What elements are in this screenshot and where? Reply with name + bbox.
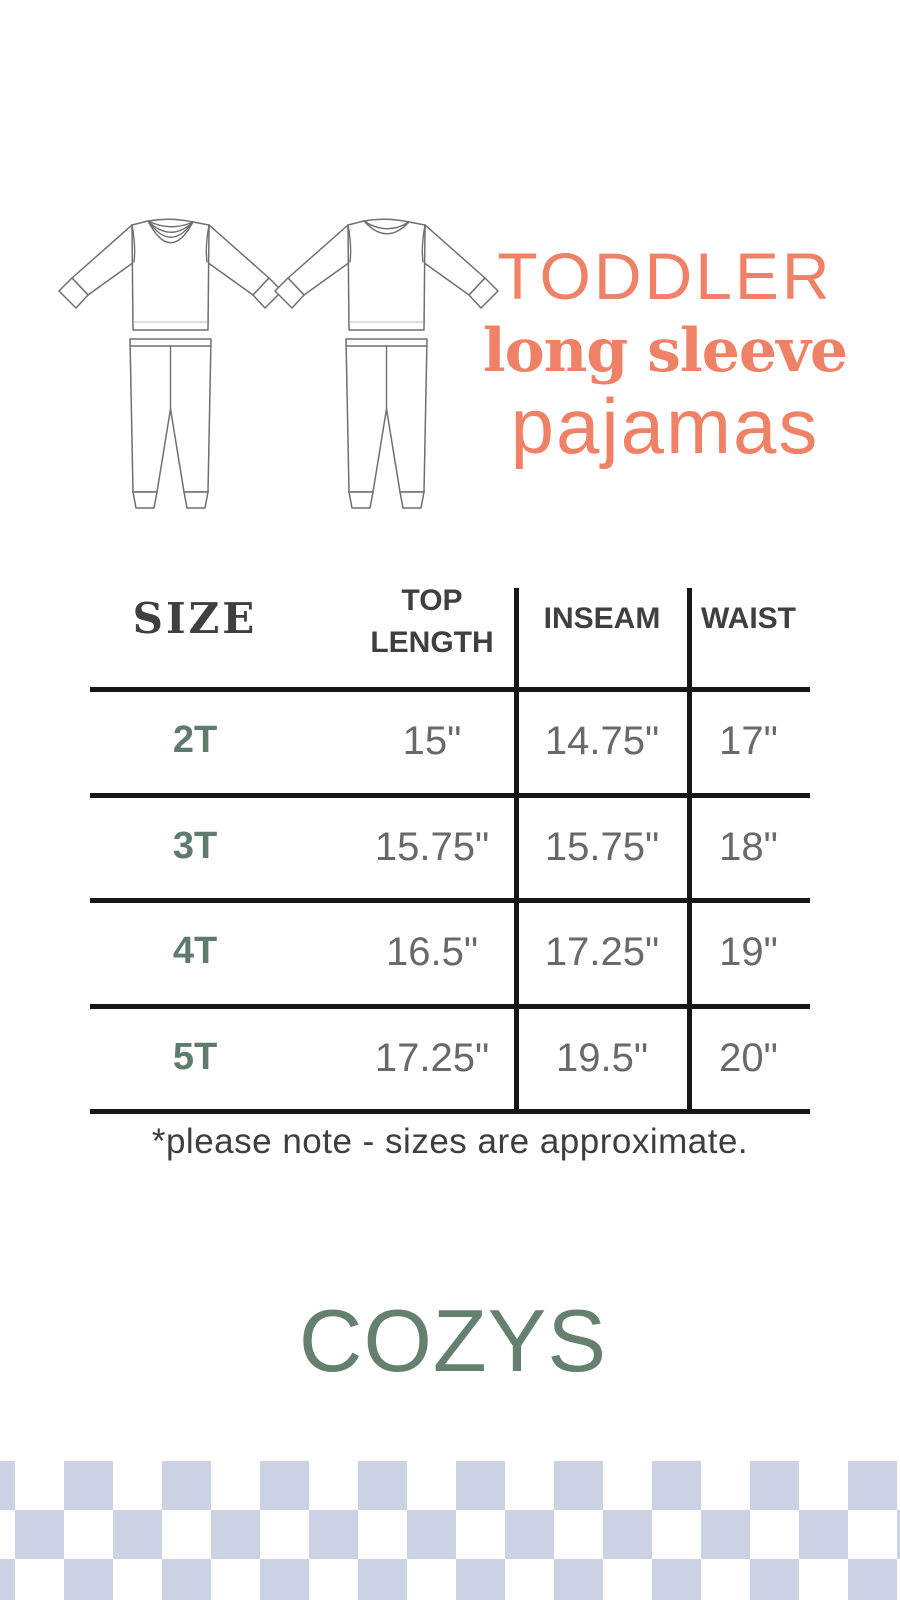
- size-label: 4T: [172, 930, 218, 972]
- sizes-approximate-note: *please note - sizes are approximate.: [151, 1122, 749, 1161]
- top-length-value: 16.5": [385, 930, 479, 974]
- inseam-value: 14.75": [544, 719, 660, 763]
- waist-value: 18": [719, 825, 778, 869]
- pajama-front-illustration: [59, 219, 282, 508]
- waist-value: 17": [719, 719, 778, 763]
- column-header-size: SIZE: [132, 594, 258, 643]
- size-label: 5T: [172, 1036, 218, 1078]
- column-header-waist: WAIST: [701, 602, 796, 635]
- size-label: 3T: [172, 825, 218, 867]
- inseam-value: 17.25": [544, 930, 660, 974]
- pajama-back-illustration: [275, 219, 498, 508]
- top-length-value: 15": [402, 719, 462, 763]
- checkerboard-footer-pattern: [0, 1461, 900, 1600]
- waist-value: 19": [719, 930, 778, 974]
- title-line-toddler: TODDLER: [497, 239, 833, 313]
- title-line-long-sleeve: long sleeve: [482, 315, 848, 386]
- table-horizontal-line: [90, 1004, 810, 1009]
- top-length-value: 17.25": [374, 1036, 490, 1080]
- brand-name: COZYS: [298, 1291, 608, 1390]
- size-label: 2T: [172, 719, 218, 761]
- title-block: [470, 239, 860, 470]
- table-horizontal-line: [90, 898, 810, 903]
- table-horizontal-line: [90, 1109, 810, 1114]
- column-header-top-length: TOP LENGTH: [370, 584, 494, 659]
- table-horizontal-line: [90, 687, 810, 692]
- column-header-inseam: INSEAM: [543, 602, 661, 635]
- table-horizontal-line: [90, 793, 810, 798]
- title-line-pajamas: pajamas: [510, 381, 820, 470]
- top-length-value: 15.75": [374, 825, 490, 869]
- waist-value: 20": [719, 1036, 778, 1080]
- pajama-illustrations: [48, 202, 508, 512]
- inseam-value: 15.75": [544, 825, 660, 869]
- inseam-value: 19.5": [555, 1036, 649, 1080]
